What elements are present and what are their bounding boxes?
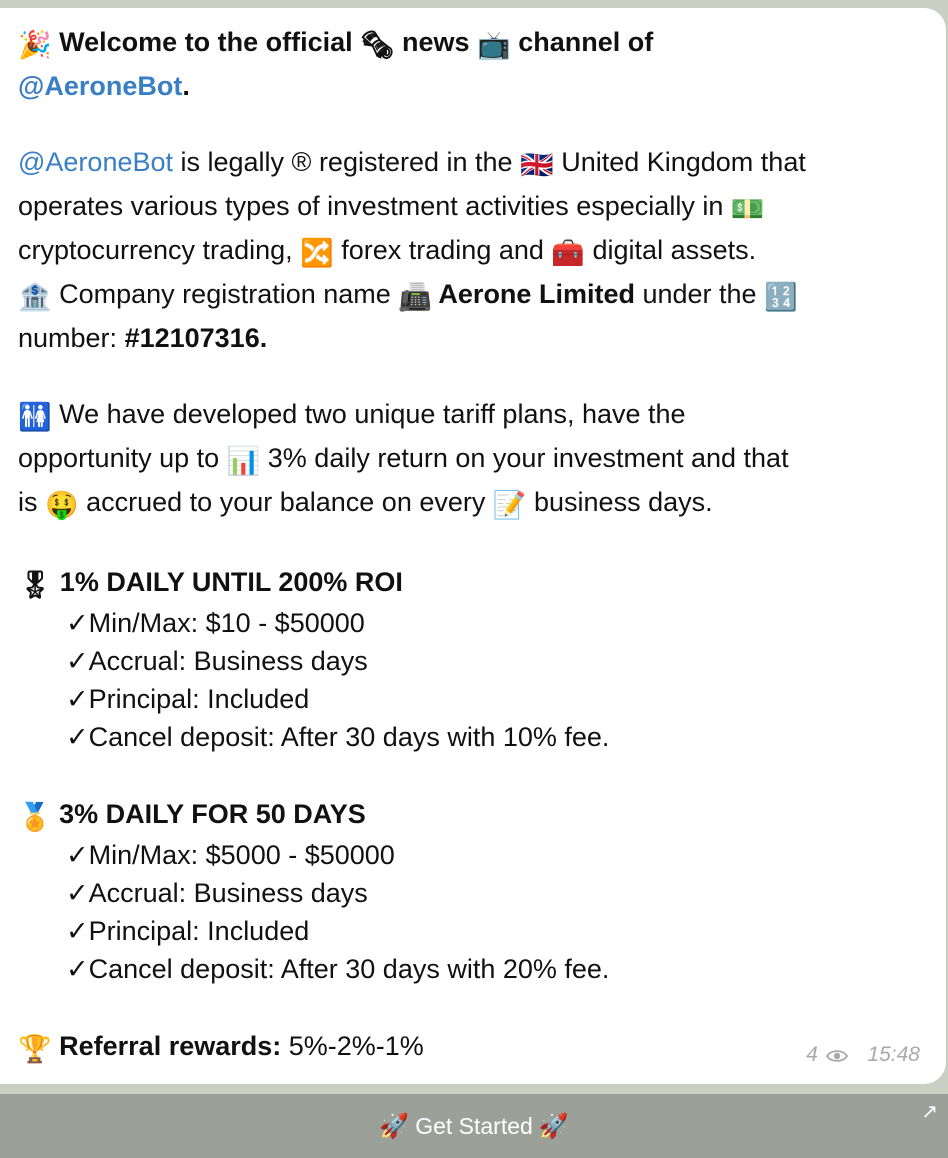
plan-title <box>18 560 928 604</box>
plans-intro-line-2 <box>18 436 928 480</box>
fax-icon: 📠 <box>398 282 432 313</box>
plan-title <box>18 792 928 836</box>
plan-detail-item: ✓Min/Max: $10 - $50000 <box>66 608 365 638</box>
rocket-icon: 🚀 <box>379 1111 410 1140</box>
money-icon: 💵 <box>730 194 765 225</box>
eye-icon <box>826 1046 848 1070</box>
intro-text: digital assets. <box>585 235 757 265</box>
plans-intro-text: opportunity up to <box>18 443 227 473</box>
plans-intro-text: accrued to your balance on every <box>78 487 493 517</box>
toolbox-icon: 🧰 <box>551 238 586 269</box>
post-title-line-2 <box>18 64 928 108</box>
bot-mention-link[interactable]: @AeroneBot <box>18 71 183 101</box>
plan-details <box>66 836 928 988</box>
party-popper-icon: 🎉 <box>18 30 52 61</box>
company-name: Aerone Limited <box>431 279 635 309</box>
intro-line-2 <box>18 184 928 228</box>
view-count: 4 <box>806 1043 818 1066</box>
restroom-icon: 🚻 <box>18 402 52 433</box>
intro-text: operates various types of investment activities especially in <box>18 191 731 221</box>
plan-detail-item: ✓Cancel deposit: After 30 days with 10% fee. <box>66 722 610 752</box>
plan-detail-item: ✓Principal: Included <box>66 916 310 946</box>
referral-label: Referral rewards: <box>59 1031 282 1061</box>
bank-icon: 🏦 <box>18 282 52 313</box>
rocket-icon: 🚀 <box>538 1111 569 1140</box>
trophy-icon: 🏆 <box>18 1034 52 1065</box>
tariff-plan-2 <box>18 792 928 988</box>
plans-intro-text: We have developed two unique tariff plans, have the <box>51 399 686 429</box>
title-text-2: news <box>402 27 470 57</box>
sports-medal-icon: 🏅 <box>18 802 52 833</box>
plan-title-text: 3% DAILY FOR 50 DAYS <box>59 799 366 829</box>
tv-icon: 📺 <box>477 30 511 61</box>
plan-detail-item: ✓Cancel deposit: After 30 days with 20% fee. <box>66 954 610 984</box>
plan-detail-item: ✓Principal: Included <box>66 684 310 714</box>
plans-intro-text: 3% daily return on your investment and that <box>260 443 789 473</box>
newspaper-icon: 🗞 <box>360 30 395 61</box>
intro-line-5 <box>18 316 928 360</box>
get-started-button[interactable] <box>0 1094 948 1158</box>
plan-detail-item: ✓Min/Max: $5000 - $50000 <box>66 840 395 870</box>
intro-text: number: <box>18 323 125 353</box>
referral-line <box>18 1024 928 1068</box>
plan-details <box>66 604 928 756</box>
memo-icon: 📝 <box>492 490 527 521</box>
military-medal-icon: 🎖 <box>18 570 53 601</box>
bar-chart-icon: 📊 <box>226 446 261 477</box>
intro-text: is legally ® registered in the <box>173 147 521 177</box>
intro-line-4 <box>18 272 928 316</box>
plans-intro-text: is <box>18 487 45 517</box>
intro-text: Company registration name <box>51 279 399 309</box>
intro-text: forex trading and <box>333 235 552 265</box>
registration-number: #12107316. <box>124 323 268 353</box>
title-text-3: channel of <box>518 27 654 57</box>
get-started-label: Get Started <box>415 1112 533 1139</box>
intro-text: United Kingdom that <box>553 147 806 177</box>
tariff-plan-1 <box>18 560 928 756</box>
plan-detail-item: ✓Accrual: Business days <box>66 878 368 908</box>
money-mouth-face-icon: 🤑 <box>45 490 79 521</box>
post-title <box>18 20 928 64</box>
referral-value: 5%-2%-1% <box>281 1031 424 1061</box>
title-period: . <box>182 71 190 101</box>
channel-post-bubble <box>0 8 946 1084</box>
numbers-icon: 🔢 <box>764 282 798 313</box>
plans-intro-line-1 <box>18 392 928 436</box>
plans-intro-text: business days. <box>526 487 713 517</box>
uk-flag-icon: 🇬🇧 <box>520 150 554 181</box>
intro-text: cryptocurrency trading, <box>18 235 301 265</box>
intro-line-3 <box>18 228 928 272</box>
external-link-arrow-icon: ↗ <box>921 1101 938 1123</box>
title-text-1: Welcome to the official <box>59 27 353 57</box>
post-time: 15:48 <box>867 1043 920 1066</box>
shuffle-icon: 🔀 <box>300 238 334 269</box>
intro-text: under the <box>634 279 765 309</box>
plan-detail-item: ✓Accrual: Business days <box>66 646 368 676</box>
bot-mention-link-2[interactable]: @AeroneBot <box>18 147 173 177</box>
plan-title-text: 1% DAILY UNTIL 200% ROI <box>59 567 403 597</box>
post-meta <box>806 1043 920 1070</box>
plans-intro-line-3 <box>18 480 928 524</box>
intro-line-1 <box>18 140 928 184</box>
